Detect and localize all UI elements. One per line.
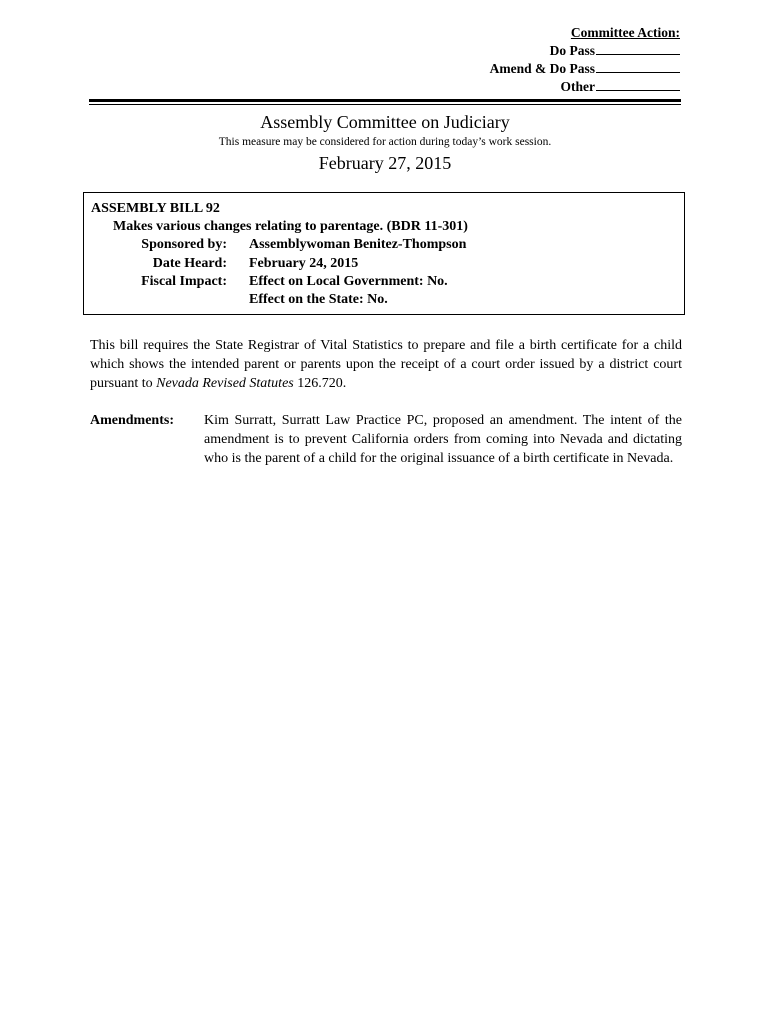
action-option-amend-do-pass: Amend & Do Pass <box>420 59 680 77</box>
bill-number: ASSEMBLY BILL 92 <box>91 201 220 216</box>
date-heard-label: Date Heard: <box>152 256 227 271</box>
action-blank-line <box>596 59 680 73</box>
header-rule-thick <box>89 99 681 102</box>
sponsored-value: Assemblywoman Benitez-Thompson <box>249 237 467 252</box>
action-option-other: Other <box>420 77 680 95</box>
bill-summary: This bill requires the State Registrar of Vital Statistics to prepare and file a birth certificate for a child which shows the intended parent or parents upon the receipt of a court order issued by a district court pursuant to Nevada Revised Statutes 126.720. <box>90 338 682 391</box>
amendments-label: Amendments: <box>90 413 174 428</box>
fiscal-impact-label: Fiscal Impact: <box>141 274 227 289</box>
work-session-note: This measure may be considered for action during today’s work session. <box>218 136 552 148</box>
committee-name: Assembly Committee on Judiciary <box>260 112 510 132</box>
bill-description: Makes various changes relating to parentage. (BDR 11-301) <box>113 219 468 234</box>
date-heard-value: February 24, 2015 <box>249 256 359 271</box>
statute-reference: Nevada Revised Statutes <box>156 376 294 391</box>
action-blank-line <box>596 41 680 55</box>
action-option-do-pass: Do Pass <box>420 41 680 59</box>
fiscal-local-value: Effect on Local Government: No. <box>249 274 448 289</box>
header-rule-thin <box>89 104 681 105</box>
committee-action-block <box>420 24 680 95</box>
action-blank-line <box>596 77 680 91</box>
bill-info-box <box>83 192 685 315</box>
committee-action-title: Committee Action: <box>570 25 680 40</box>
amendments-text: Kim Surratt, Surratt Law Practice PC, proposed an amendment. The intent of the amendment is to prevent California orders from coming into Nevada and dictating who is the parent of a child for the original issuance of a birth certificate in Nevada. <box>204 413 682 466</box>
sponsored-label: Sponsored by: <box>141 237 227 252</box>
hearing-date: February 27, 2015 <box>318 153 452 173</box>
fiscal-state-value: Effect on the State: No. <box>249 292 388 307</box>
